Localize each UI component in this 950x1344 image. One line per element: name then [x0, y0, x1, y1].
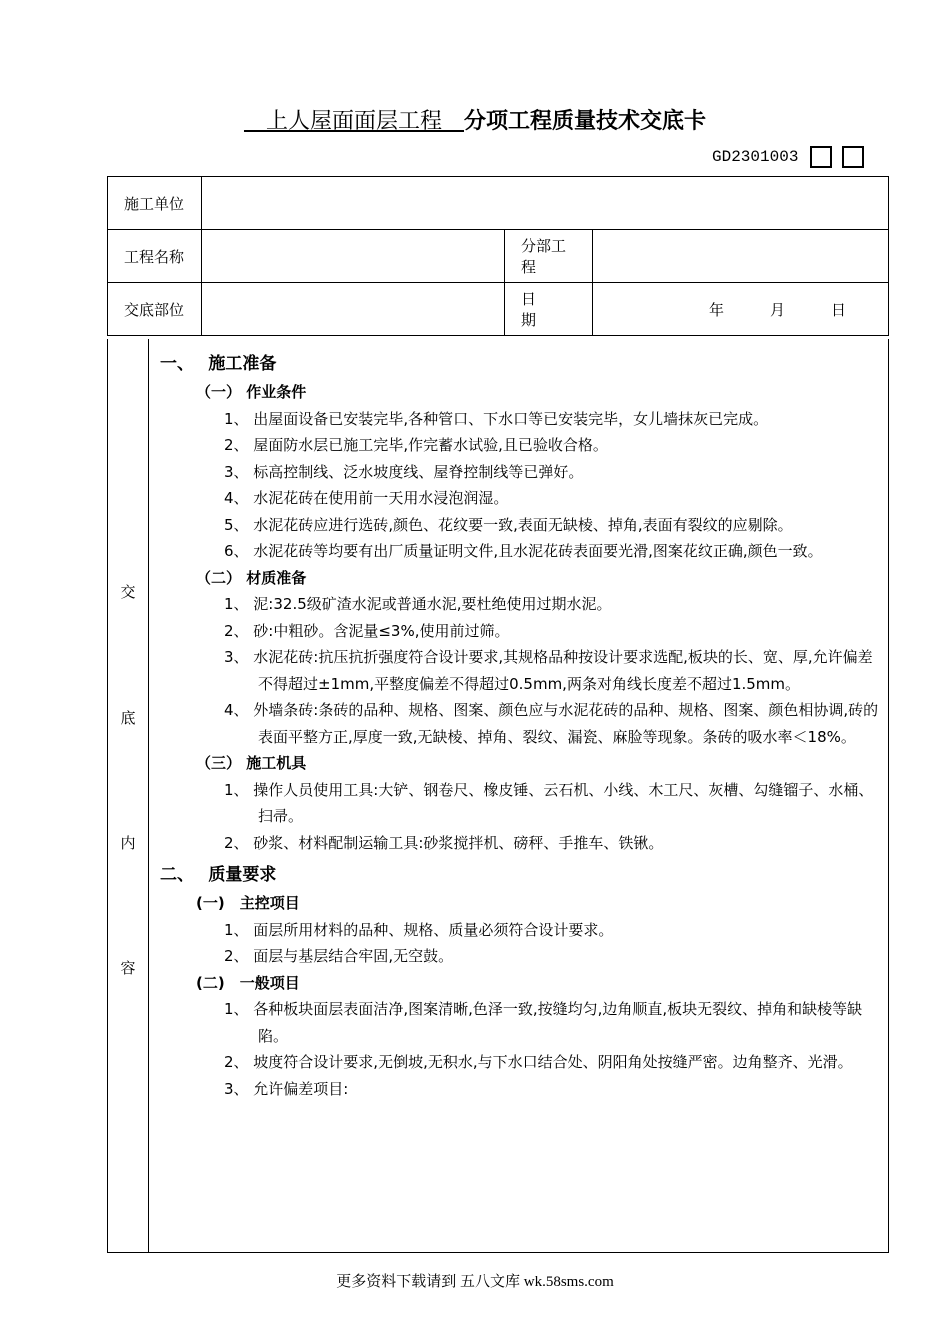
content-section	[107, 339, 889, 1253]
document-code-area	[712, 146, 874, 168]
date-year: 年	[708, 300, 724, 319]
content-item: 2、 面层与基层结合牢固,无空鼓。	[224, 947, 454, 965]
side-char: 底	[120, 709, 136, 727]
content-item: 2、 坡度符合设计要求,无倒坡,无积水,与下水口结合处、阴阳角处按缝严密。边角整齐、光滑。	[224, 1053, 853, 1071]
sub-project-value[interactable]	[593, 230, 889, 283]
content-body	[160, 349, 880, 1102]
footer-text: 更多资料下载请到 五八文库 wk.58sms.com	[336, 1274, 614, 1290]
content-item: 3、 允许偏差项目:	[224, 1079, 349, 1098]
side-char: 内	[120, 834, 136, 852]
side-label-column	[108, 339, 149, 1252]
project-label: 工程名称	[108, 230, 202, 283]
title-suffix: 分项工程质量技术交底卡	[464, 109, 707, 134]
content-item: 1、 各种板块面层表面洁净,图案清晰,色泽一致,按缝均匀,边角顺直,板块无裂纹、掉角和缺棱等缺陷。	[224, 1000, 863, 1045]
checkbox-2[interactable]	[842, 146, 864, 168]
unit-value[interactable]	[202, 177, 889, 230]
subsection-heading: (二) 一般项目	[196, 973, 300, 992]
checkbox-1[interactable]	[810, 146, 832, 168]
content-item: 1、 出屋面设备已安装完毕,各种管口、下水口等已安装完毕，女儿墙抹灰已完成。	[224, 409, 769, 428]
subsection-heading: （二） 材质准备	[196, 568, 307, 587]
subsection-heading: (一) 主控项目	[196, 894, 300, 912]
date-day: 日	[830, 300, 846, 319]
content-item: 6、 水泥花砖等均要有出厂质量证明文件,且水泥花砖表面要光滑,图案花纹正确,颜色一致。	[224, 542, 823, 560]
date-month: 月	[769, 300, 785, 319]
location-value[interactable]	[202, 283, 505, 336]
page-title	[0, 104, 950, 135]
unit-label: 施工单位	[108, 177, 202, 230]
info-table	[107, 176, 889, 336]
document-code: GD2301003	[712, 148, 799, 166]
side-char: 交	[120, 583, 136, 601]
section-heading: 二、 质量要求	[160, 865, 277, 885]
section-heading: 一、 施工准备	[160, 354, 277, 374]
content-item: 1、 面层所用材料的品种、规格、质量必须符合设计要求。	[224, 920, 614, 939]
content-item: 4、 外墙条砖:条砖的品种、规格、图案、颜色应与水泥花砖的品种、规格、图案、颜色相协调,砖的表面平整方正,厚度一致,无缺棱、掉角、裂纹、漏瓷、麻脸等现象。条砖的吸水率＜18%。	[224, 701, 879, 746]
sub-project-label: 分部工程	[505, 230, 593, 283]
side-char: 容	[120, 959, 136, 977]
content-item: 4、 水泥花砖在使用前一天用水浸泡润湿。	[224, 489, 509, 507]
subsection-heading: （三） 施工机具	[196, 754, 307, 772]
project-name: 上人屋面面层工程	[243, 109, 464, 134]
content-item: 1、 操作人员使用工具:大铲、钢卷尺、橡皮锤、云石机、小线、木工尺、灰槽、勾缝镏子、水桶、扫帚。	[224, 780, 874, 825]
content-item: 5、 水泥花砖应进行选砖,颜色、花纹要一致,表面无缺棱、掉角,表面有裂纹的应剔除。	[224, 515, 793, 534]
content-item: 3、 标高控制线、泛水坡度线、屋脊控制线等已弹好。	[224, 462, 584, 481]
subsection-heading: （一） 作业条件	[196, 383, 307, 401]
location-label: 交底部位	[108, 283, 202, 336]
content-item: 2、 屋面防水层已施工完毕,作完蓄水试验,且已验收合格。	[224, 436, 608, 454]
content-item: 3、 水泥花砖:抗压抗折强度符合设计要求,其规格品种按设计要求选配,板块的长、宽、厚,允许偏差不得超过±1mm,平整度偏差不得超过0.5mm,两条对角线长度差不超过1.5mm。	[224, 648, 873, 693]
date-value[interactable]	[593, 283, 889, 336]
content-item: 2、 砂浆、材料配制运输工具:砂浆搅拌机、磅秤、手推车、铁锹。	[224, 833, 664, 852]
project-value[interactable]	[202, 230, 505, 283]
date-label: 日 期	[505, 283, 593, 336]
content-item: 2、 砂:中粗砂。含泥量≤3%,使用前过筛。	[224, 621, 510, 640]
content-item: 1、 泥:32.5级矿渣水泥或普通水泥,要杜绝使用过期水泥。	[224, 595, 612, 613]
